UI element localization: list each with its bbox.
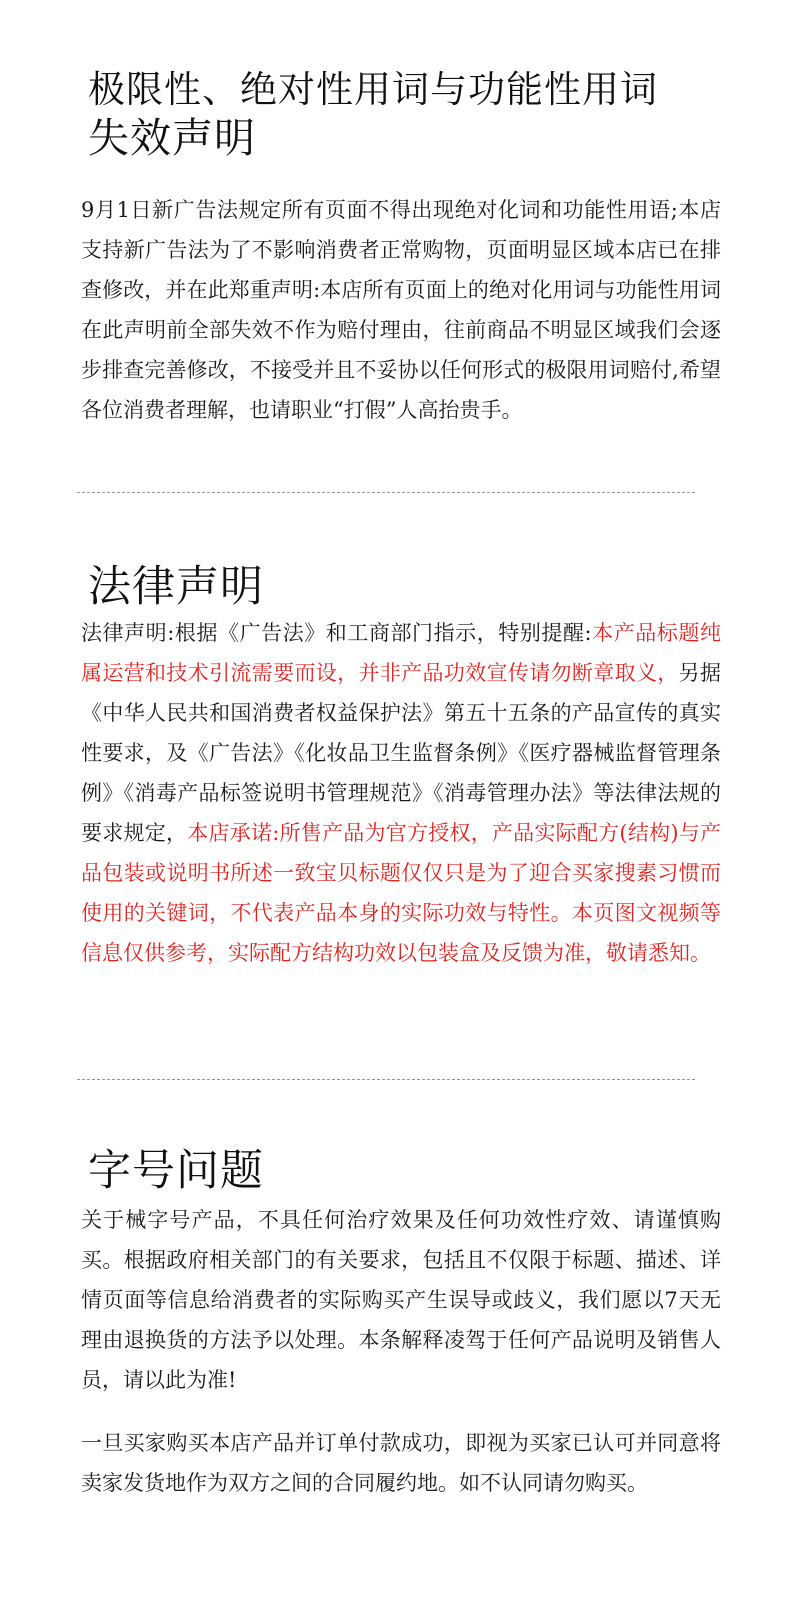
license-issue-paragraph: 关于械字号产品，不具任何治疗效果及任何功效性疗效、请谨慎购买。根据政府相关部门的有关要求，包括且不仅限于标题、描述、详情页面等信息给消费者的实际购买产生误导或歧义，我们愿以7天无理由退换货的方法予以处理。本条解释凌驾于任何产品说明及销售人员，请以此为准! bbox=[81, 1208, 721, 1392]
disclaimer-title-line2: 失效声明 bbox=[88, 114, 256, 162]
disclaimer-paragraph: 9月1日新广告法规定所有页面不得出现绝对化词和功能性用语;本店支持新广告法为了不影响消费者正常购物，页面明显区域本店已在排查修改，并在此郑重声明:本店所有页面上的绝对化用词与功能性用词在此声明前全部失效不作为赔付理由，往前商品不明显区域我们会逐步排查完善修改，不接受并且不妥协以任何形式的极限用词赔付,希望各位消费者理解，也请职业“打假”人高抬贵手。 bbox=[81, 198, 721, 422]
legal-text-part1: 法律声明:根据《广告法》和工商部门指示，特别提醒: bbox=[81, 621, 592, 645]
disclaimer-title-line1: 极限性、绝对性用词与功能性用词 bbox=[88, 68, 658, 111]
contract-location-paragraph: 一旦买家购买本店产品并订单付款成功，即视为买家已认可并同意将卖家发货地作为双方之间的合同履约地。如不认同请勿购买。 bbox=[81, 1431, 721, 1495]
legal-text-part2: 另据《中华人民共和国消费者权益保护法》第五十五条的产品宣传的真实性要求，及《广告法》《化妆品卫生监督条例》《医疗器械监督管理条例》《消毒产品标签说明书管理规范》《消毒管理办法》等法律法规的要求规定， bbox=[81, 661, 722, 845]
legal-highlight-2: 本店承诺:所售产品为官方授权，产品实际配方(结构)与产品包装或说明书所述一致宝贝标题仅仅只是为了迎合买家搜素习惯而使用的关键词，不代表产品本身的实际功效与特性。本页图文视频等信息仅供参考，实际配方结构功效以包装盒及反馈为准，敬请悉知。 bbox=[81, 821, 721, 965]
legal-statement-title: 法律声明 bbox=[88, 562, 264, 612]
legal-highlight-1: 本产品标题纯属运营和技术引流需要而设，并非产品功效宣传请勿断章取义， bbox=[81, 621, 721, 685]
legal-statement-paragraph bbox=[81, 613, 721, 973]
section-divider-2 bbox=[77, 1079, 695, 1080]
disclaimer-title bbox=[88, 66, 658, 162]
section-divider-1 bbox=[77, 492, 695, 493]
license-issue-title: 字号问题 bbox=[88, 1146, 264, 1196]
